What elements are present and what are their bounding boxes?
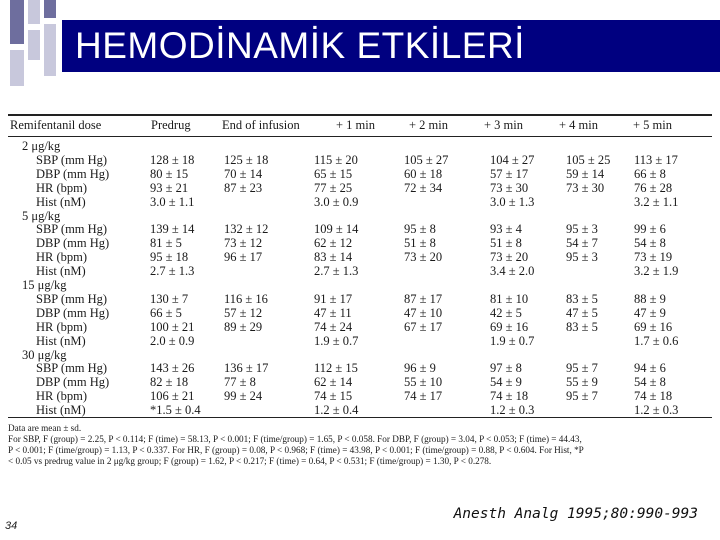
row-label: DBP (mm Hg) xyxy=(36,166,110,181)
table-cell: 57 ± 12 xyxy=(224,305,263,320)
row-label: HR (bpm) xyxy=(36,389,88,404)
decor-square xyxy=(28,30,40,60)
table-cell: 105 ± 27 xyxy=(404,152,449,167)
table-cell: 106 ± 21 xyxy=(150,389,195,404)
table-cell: 3.0 ± 1.3 xyxy=(490,194,535,209)
table-cell: 77 ± 25 xyxy=(314,180,353,195)
row-label: Hist (nM) xyxy=(36,403,86,418)
dose-group-label: 30 μg/kg xyxy=(22,347,67,362)
table-cell: 130 ± 7 xyxy=(150,291,189,306)
table-cell: 47 ± 9 xyxy=(634,305,666,320)
table-cell: 99 ± 6 xyxy=(634,222,666,237)
col-header-plus1: + 1 min xyxy=(336,118,375,132)
table-cell: 73 ± 12 xyxy=(224,236,263,251)
table-cell: 1.2 ± 0.3 xyxy=(634,403,679,418)
table-cell: 104 ± 27 xyxy=(490,152,535,167)
table-cell: 57 ± 17 xyxy=(490,166,529,181)
table-cell: 99 ± 24 xyxy=(224,389,263,404)
table-cell: 66 ± 5 xyxy=(150,305,182,320)
table-cell: 76 ± 28 xyxy=(634,180,673,195)
citation: Anesth Analg 1995;80:990-993 xyxy=(453,506,698,522)
table-cell: 100 ± 21 xyxy=(150,319,195,334)
col-header-end-infusion: End of infusion xyxy=(222,118,300,132)
table-cell: 65 ± 15 xyxy=(314,166,353,181)
table-cell: 89 ± 29 xyxy=(224,319,263,334)
row-label: SBP (mm Hg) xyxy=(36,291,108,306)
table-cell: 47 ± 11 xyxy=(314,305,352,320)
table-cell: 73 ± 20 xyxy=(404,250,443,265)
table-cell: 95 ± 8 xyxy=(404,222,436,237)
col-header-plus3: + 3 min xyxy=(484,118,523,132)
table-cell: 70 ± 14 xyxy=(224,166,263,181)
table-cell: 132 ± 12 xyxy=(224,222,269,237)
decor-square xyxy=(28,0,40,24)
table-cell: 96 ± 9 xyxy=(404,361,436,376)
table-cell: 113 ± 17 xyxy=(634,152,678,167)
table-cell: 1.9 ± 0.7 xyxy=(314,333,359,348)
table-cell: 83 ± 5 xyxy=(566,291,598,306)
table-cell: 95 ± 3 xyxy=(566,250,598,265)
table-cell: 93 ± 4 xyxy=(490,222,522,237)
decor-square xyxy=(44,24,56,76)
table-cell: 116 ± 16 xyxy=(224,291,268,306)
table-cell: 95 ± 7 xyxy=(566,389,598,404)
table-cell: 83 ± 5 xyxy=(566,319,598,334)
table-cell: 83 ± 14 xyxy=(314,250,353,265)
table-cell: 136 ± 17 xyxy=(224,361,269,376)
table-cell: 72 ± 34 xyxy=(404,180,443,195)
table-cell: 95 ± 18 xyxy=(150,250,189,265)
table-cell: 3.4 ± 2.0 xyxy=(490,264,535,279)
row-label: DBP (mm Hg) xyxy=(36,236,110,251)
table-cell: 1.2 ± 0.4 xyxy=(314,403,359,418)
table-cell: 96 ± 17 xyxy=(224,250,263,265)
table-cell: 55 ± 9 xyxy=(566,375,598,390)
table-cell: 87 ± 23 xyxy=(224,180,263,195)
table-cell: 143 ± 26 xyxy=(150,361,195,376)
table-cell: 97 ± 8 xyxy=(490,361,522,376)
row-label: Hist (nM) xyxy=(36,194,86,209)
table-cell: 105 ± 25 xyxy=(566,152,611,167)
row-label: HR (bpm) xyxy=(36,319,88,334)
note-line: < 0.05 vs predrug value in 2 μg/kg group; F (group) = 1.62, P < 0.217; F (time) = 0.64, P < 0.531; F (time/group) = 1.30, P < 0.278. xyxy=(8,456,492,466)
table-cell: 66 ± 8 xyxy=(634,166,666,181)
table-cell: 55 ± 10 xyxy=(404,375,443,390)
row-label: DBP (mm Hg) xyxy=(36,375,110,390)
table-cell: 81 ± 10 xyxy=(490,291,529,306)
table-rule-header xyxy=(8,136,712,137)
table-cell: 73 ± 30 xyxy=(566,180,605,195)
table-cell: 62 ± 14 xyxy=(314,375,353,390)
table-rule-top xyxy=(8,114,712,116)
table-cell: 51 ± 8 xyxy=(490,236,522,251)
table-cell: 95 ± 3 xyxy=(566,222,598,237)
table-cell: 54 ± 9 xyxy=(490,375,522,390)
row-label: HR (bpm) xyxy=(36,180,88,195)
table-cell: 54 ± 8 xyxy=(634,236,666,251)
col-header-plus5: + 5 min xyxy=(633,118,672,132)
table-cell: 91 ± 17 xyxy=(314,291,353,306)
table-cell: 139 ± 14 xyxy=(150,222,195,237)
note-line: For SBP, F (group) = 2.25, P < 0.114; F (time) = 58.13, P < 0.001; F (time/group) = 1.65, P < 0.058. For DBP, F (group) = 3.04, P < 0.053; F (time) = 44.43, xyxy=(8,434,582,444)
decor-square xyxy=(44,0,56,18)
table-cell: 95 ± 7 xyxy=(566,361,598,376)
hemodynamic-table xyxy=(8,112,716,474)
col-header-plus2: + 2 min xyxy=(409,118,448,132)
row-label: DBP (mm Hg) xyxy=(36,305,110,320)
table-cell: 59 ± 14 xyxy=(566,166,605,181)
table-cell: 3.0 ± 1.1 xyxy=(150,194,195,209)
table-cell: 47 ± 5 xyxy=(566,305,598,320)
table-cell: 115 ± 20 xyxy=(314,152,358,167)
table-cell: 1.2 ± 0.3 xyxy=(490,403,535,418)
dose-group-label: 2 μg/kg xyxy=(22,139,61,153)
table-cell: 80 ± 15 xyxy=(150,166,189,181)
table-notes xyxy=(8,423,712,467)
table-cell: 54 ± 7 xyxy=(566,236,598,251)
row-label: SBP (mm Hg) xyxy=(36,152,108,167)
dose-group-label: 5 μg/kg xyxy=(22,208,61,223)
row-label: SBP (mm Hg) xyxy=(36,222,108,237)
row-label: Hist (nM) xyxy=(36,333,86,348)
table-cell: 73 ± 19 xyxy=(634,250,673,265)
table-cell: 87 ± 17 xyxy=(404,291,443,306)
table-cell: 51 ± 8 xyxy=(404,236,436,251)
page-number: 34 xyxy=(5,520,18,532)
table-cell: 74 ± 24 xyxy=(314,319,353,334)
table-cell: 81 ± 5 xyxy=(150,236,182,251)
decor-square xyxy=(10,0,24,44)
table-cell: 73 ± 30 xyxy=(490,180,529,195)
table-cell: 74 ± 18 xyxy=(634,389,673,404)
table-cell: 125 ± 18 xyxy=(224,152,269,167)
table-cell: 82 ± 18 xyxy=(150,375,189,390)
table-cell: 62 ± 12 xyxy=(314,236,353,251)
table-cell: 1.9 ± 0.7 xyxy=(490,333,535,348)
note-line: Data are mean ± sd. xyxy=(8,423,82,433)
table-cell: 2.7 ± 1.3 xyxy=(314,264,359,279)
dose-group-label: 15 μg/kg xyxy=(22,278,67,292)
table-cell: 112 ± 15 xyxy=(314,361,358,376)
table-cell: 1.7 ± 0.6 xyxy=(634,333,679,348)
table-cell: 3.2 ± 1.9 xyxy=(634,264,679,279)
table-cell: 3.0 ± 0.9 xyxy=(314,194,359,209)
table-cell: 69 ± 16 xyxy=(490,319,529,334)
decor-square xyxy=(10,50,24,86)
table-cell: 54 ± 8 xyxy=(634,375,666,390)
table-cell: 60 ± 18 xyxy=(404,166,443,181)
table-cell: *1.5 ± 0.4 xyxy=(150,403,201,418)
table-cell: 88 ± 9 xyxy=(634,291,666,306)
table-cell: 42 ± 5 xyxy=(490,305,522,320)
table-cell: 93 ± 21 xyxy=(150,180,189,195)
table-cell: 69 ± 16 xyxy=(634,319,673,334)
table-cell: 128 ± 18 xyxy=(150,152,195,167)
table-cell: 94 ± 6 xyxy=(634,361,666,376)
table-cell: 2.7 ± 1.3 xyxy=(150,264,195,279)
col-header-plus4: + 4 min xyxy=(559,118,598,132)
table-cell: 109 ± 14 xyxy=(314,222,359,237)
note-line: P < 0.001; F (time/group) = 1.13, P < 0.337. For HR, F (group) = 0.08, P < 0.968; F (time) = 43.98, P < 0.001; F (time/group) = 0.88, P < 0.604. For Hist, *P xyxy=(8,445,584,455)
table-cell: 2.0 ± 0.9 xyxy=(150,333,195,348)
col-header-dose: Remifentanil dose xyxy=(10,118,102,132)
row-label: HR (bpm) xyxy=(36,250,88,265)
table-rule-bottom xyxy=(8,417,712,418)
table-cell: 74 ± 15 xyxy=(314,389,353,404)
col-header-predrug: Predrug xyxy=(151,118,191,132)
table-cell: 74 ± 17 xyxy=(404,389,443,404)
table-cell: 77 ± 8 xyxy=(224,375,256,390)
table-cell: 67 ± 17 xyxy=(404,319,443,334)
table-cell: 3.2 ± 1.1 xyxy=(634,194,679,209)
table-cell: 47 ± 10 xyxy=(404,305,443,320)
slide-title: HEMODİNAMİK ETKİLERİ xyxy=(75,25,525,66)
row-label: SBP (mm Hg) xyxy=(36,361,108,376)
table-cell: 73 ± 20 xyxy=(490,250,529,265)
row-label: Hist (nM) xyxy=(36,264,86,279)
table-cell: 74 ± 18 xyxy=(490,389,529,404)
